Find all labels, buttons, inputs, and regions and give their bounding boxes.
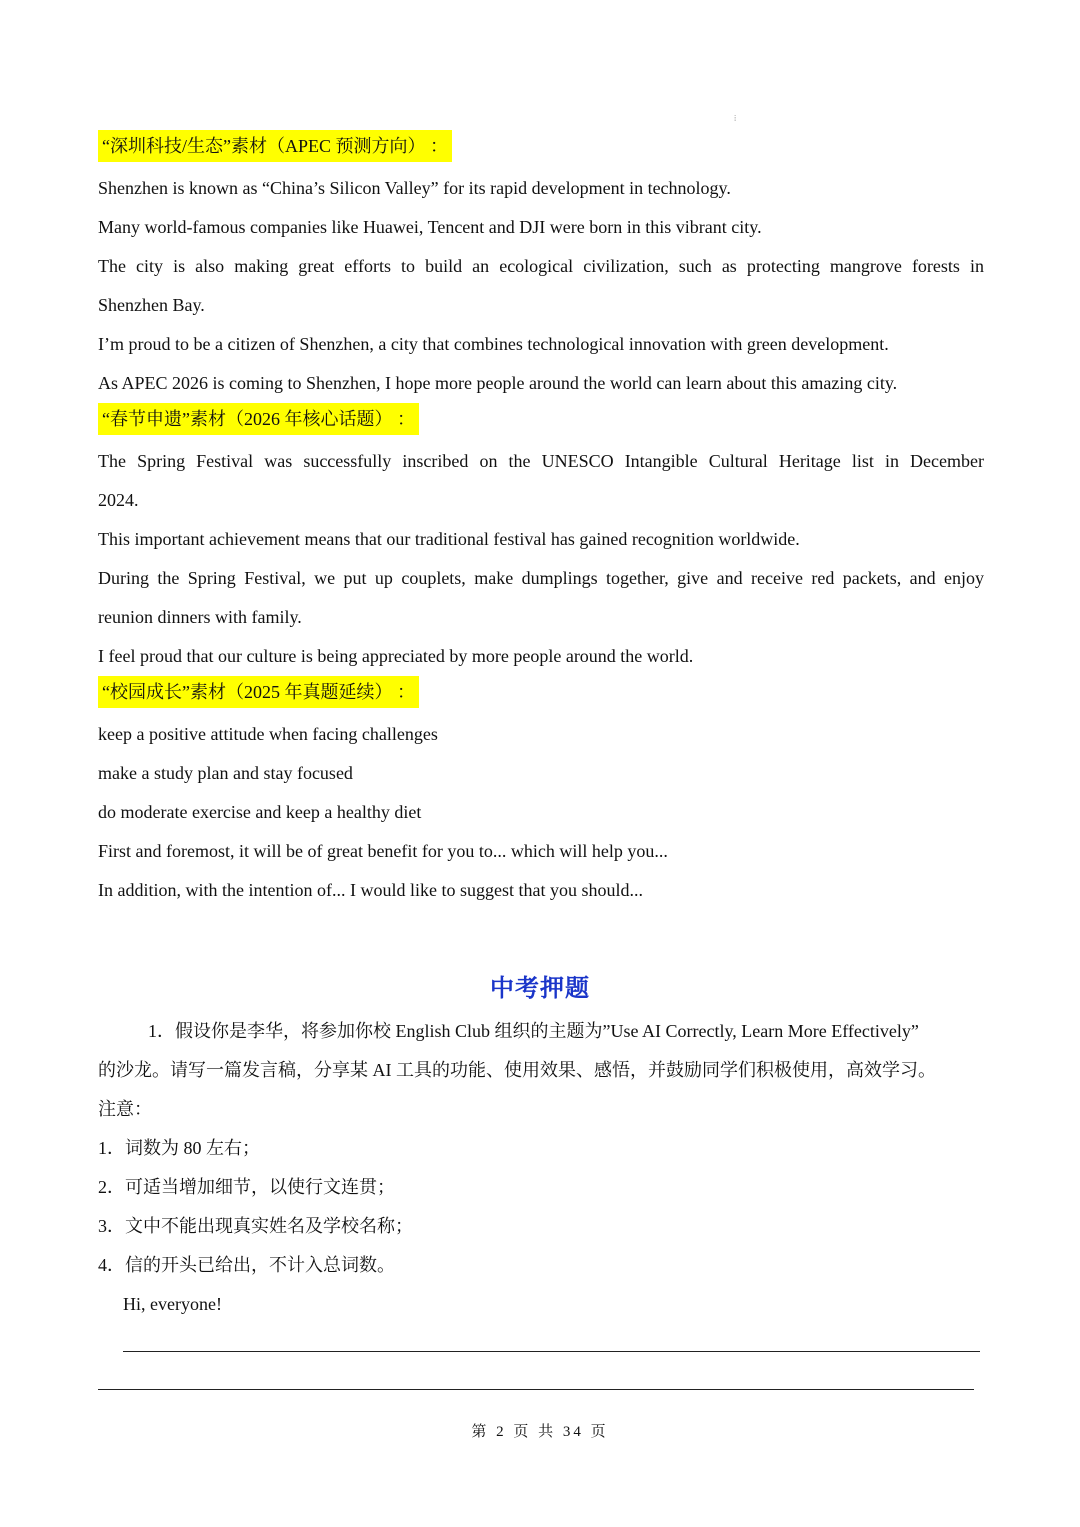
- exam-title: 中考押题: [490, 976, 590, 1002]
- note-label: 注意：: [98, 1099, 152, 1119]
- text-line: 2024.: [98, 490, 139, 510]
- text-line: As APEC 2026 is coming to Shenzhen, I hope more people around the world can learn about this amazing city.: [98, 373, 898, 393]
- question-line: 1．假设你是李华，将参加你校 English Club 组织的主题为”Use AI Correctly, Learn More Effectively”: [148, 1021, 919, 1041]
- writing-line: [98, 1389, 974, 1390]
- scroll-mark-icon: ⁞: [734, 114, 737, 123]
- text-line: The city is also making great efforts to build an ecological civilization, such as protecting mangrove forests in: [98, 256, 984, 276]
- text-line: The Spring Festival was successfully inscribed on the UNESCO Intangible Cultural Heritage list in December: [98, 451, 984, 471]
- text-line: Many world-famous companies like Huawei, Tencent and DJI were born in this vibrant city.: [98, 217, 762, 237]
- text-line: I feel proud that our culture is being appreciated by more people around the world.: [98, 646, 694, 666]
- text-line: During the Spring Festival, we put up couplets, make dumplings together, give and receive red packets, and enjoy: [98, 568, 984, 588]
- note-item: 1．词数为 80 左右；: [98, 1138, 260, 1158]
- section-heading-campus: “校园成长”素材（2025 年真题延续） ：: [98, 676, 419, 708]
- note-item: 2．可适当增加细节，以使行文连贯；: [98, 1177, 395, 1197]
- text-line: make a study plan and stay focused: [98, 763, 353, 783]
- note-item: 3．文中不能出现真实姓名及学校名称；: [98, 1216, 413, 1236]
- letter-greeting: Hi, everyone!: [123, 1294, 222, 1314]
- text-line: Shenzhen is known as “China’s Silicon Valley” for its rapid development in technology.: [98, 178, 731, 198]
- text-line: In addition, with the intention of... I would like to suggest that you should...: [98, 880, 643, 900]
- text-line: This important achievement means that our traditional festival has gained recognition worldwide.: [98, 529, 800, 549]
- text-line: First and foremost, it will be of great benefit for you to... which will help you...: [98, 841, 668, 861]
- text-line: keep a positive attitude when facing challenges: [98, 724, 438, 744]
- section-heading-spring-festival: “春节申遗”素材（2026 年核心话题） ：: [98, 403, 419, 435]
- text-line: Shenzhen Bay.: [98, 295, 205, 315]
- text-line: I’m proud to be a citizen of Shenzhen, a city that combines technological innovation with green development.: [98, 334, 889, 354]
- page-number: 第 2 页 共 34 页: [471, 1424, 609, 1440]
- writing-line: [123, 1351, 980, 1352]
- question-line: 的沙龙。请写一篇发言稿，分享某 AI 工具的功能、使用效果、感悟，并鼓励同学们积极使用，高效学习。: [98, 1060, 936, 1080]
- text-line: reunion dinners with family.: [98, 607, 302, 627]
- text-line: do moderate exercise and keep a healthy diet: [98, 802, 422, 822]
- section-heading-shenzhen: “深圳科技/生态”素材（APEC 预测方向） ：: [98, 130, 452, 162]
- note-item: 4．信的开头已给出，不计入总词数。: [98, 1255, 395, 1275]
